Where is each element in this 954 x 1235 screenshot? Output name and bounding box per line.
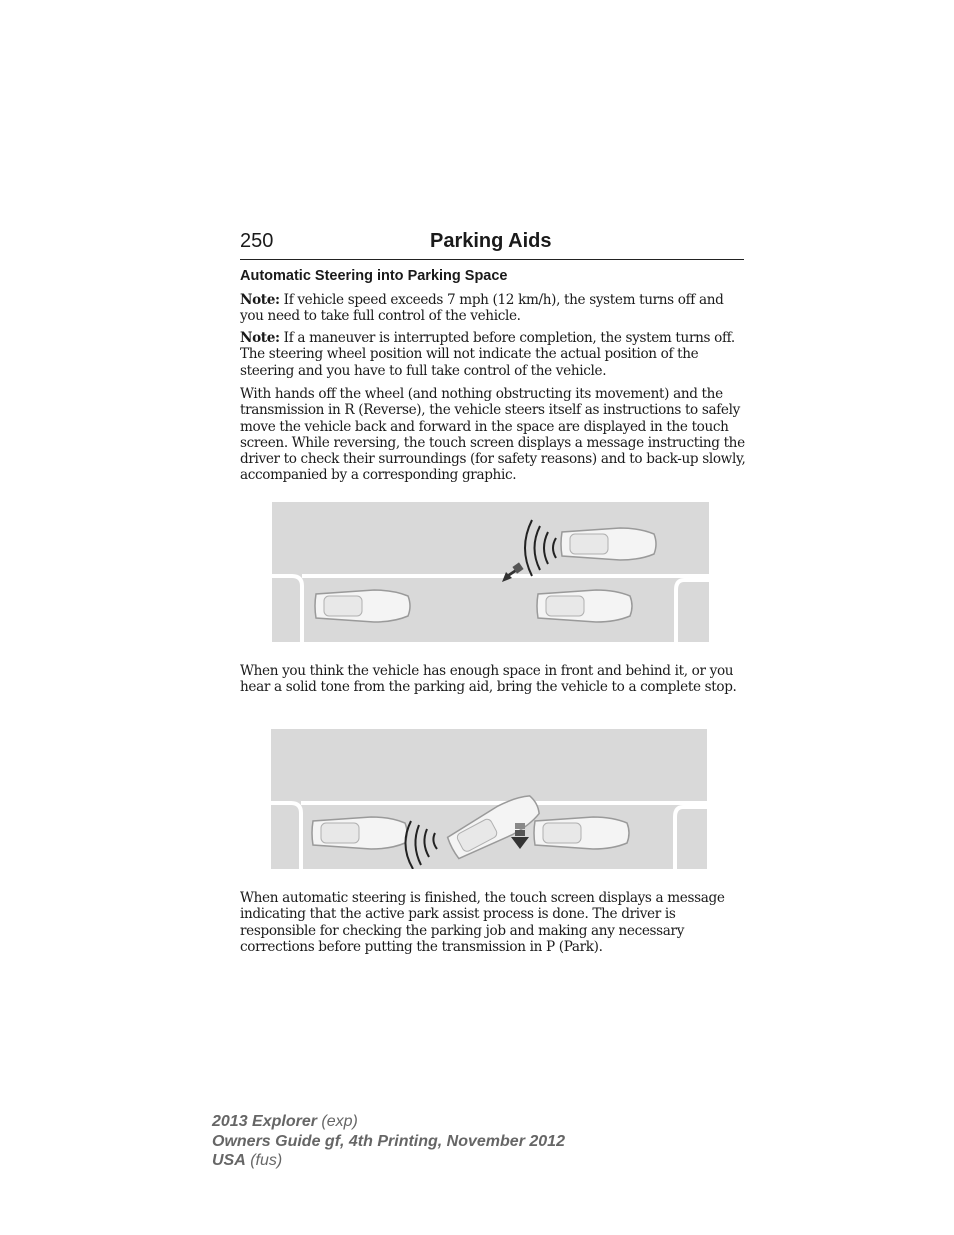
curb-right — [676, 580, 709, 642]
section-title: Automatic Steering into Parking Space — [240, 268, 508, 284]
footer-line-model: 2013 Explorer (exp) — [212, 1113, 358, 1130]
paragraph-reversing: With hands off the wheel (and nothing obstructing its movement) and the transmission in R (Reverse), the vehicle steers itself as instructions to safely move the vehicle back and forward in the space are displayed in the touch screen. While reversing, the touch screen displays a message instructing the driver to check their surroundings (for safety reasons) and to back-up slowly, accompanied by a corresponding graphic. — [240, 386, 746, 484]
note-label: Note: — [240, 292, 280, 308]
note-speed — [240, 292, 746, 325]
car-icon — [537, 590, 632, 622]
car-icon — [315, 590, 410, 622]
car-icon — [312, 817, 407, 849]
parking-illustration-1 — [272, 502, 709, 642]
figure-car-entering-space — [271, 729, 707, 869]
note-text: If vehicle speed exceeds 7 mph (12 km/h), the system turns off and you need to take full control of the vehicle. — [240, 292, 724, 325]
page-number: 250 — [240, 230, 274, 252]
paragraph-stop: When you think the vehicle has enough space in front and behind it, or you hear a solid tone from the parking aid, bring the vehicle to a complete stop. — [240, 663, 737, 696]
sensor-waves-icon — [405, 821, 437, 869]
footer-line-market: USA (fus) — [212, 1152, 283, 1169]
parking-illustration-2 — [271, 729, 707, 869]
curb-left — [271, 803, 301, 869]
curb-left — [272, 576, 302, 642]
paragraph-finished: When automatic steering is finished, the touch screen displays a message indicating that the active park assist process is done. The driver is responsible for checking the parking job and making any necessary corrections before putting the transmission in P (Park). — [240, 890, 725, 955]
footer-line-guide: Owners Guide gf, 4th Printing, November 2012 — [212, 1132, 565, 1150]
car-icon — [561, 528, 656, 560]
note-text: If a maneuver is interrupted before completion, the system turns off. The steering wheel position will not indicate the actual position of the steering and you have to full take control of the vehicle. — [240, 330, 735, 379]
curb-right — [675, 807, 707, 869]
sensor-waves-icon — [525, 520, 556, 576]
page-footer — [212, 1112, 565, 1171]
car-icon — [534, 817, 629, 849]
car-icon — [445, 790, 544, 863]
figure-reversing-into-space — [272, 502, 709, 642]
note-interrupted — [240, 330, 746, 379]
note-label: Note: — [240, 330, 280, 346]
chapter-title: Parking Aids — [430, 230, 552, 252]
arrow-reverse-icon — [502, 562, 524, 582]
page-header — [240, 229, 744, 260]
